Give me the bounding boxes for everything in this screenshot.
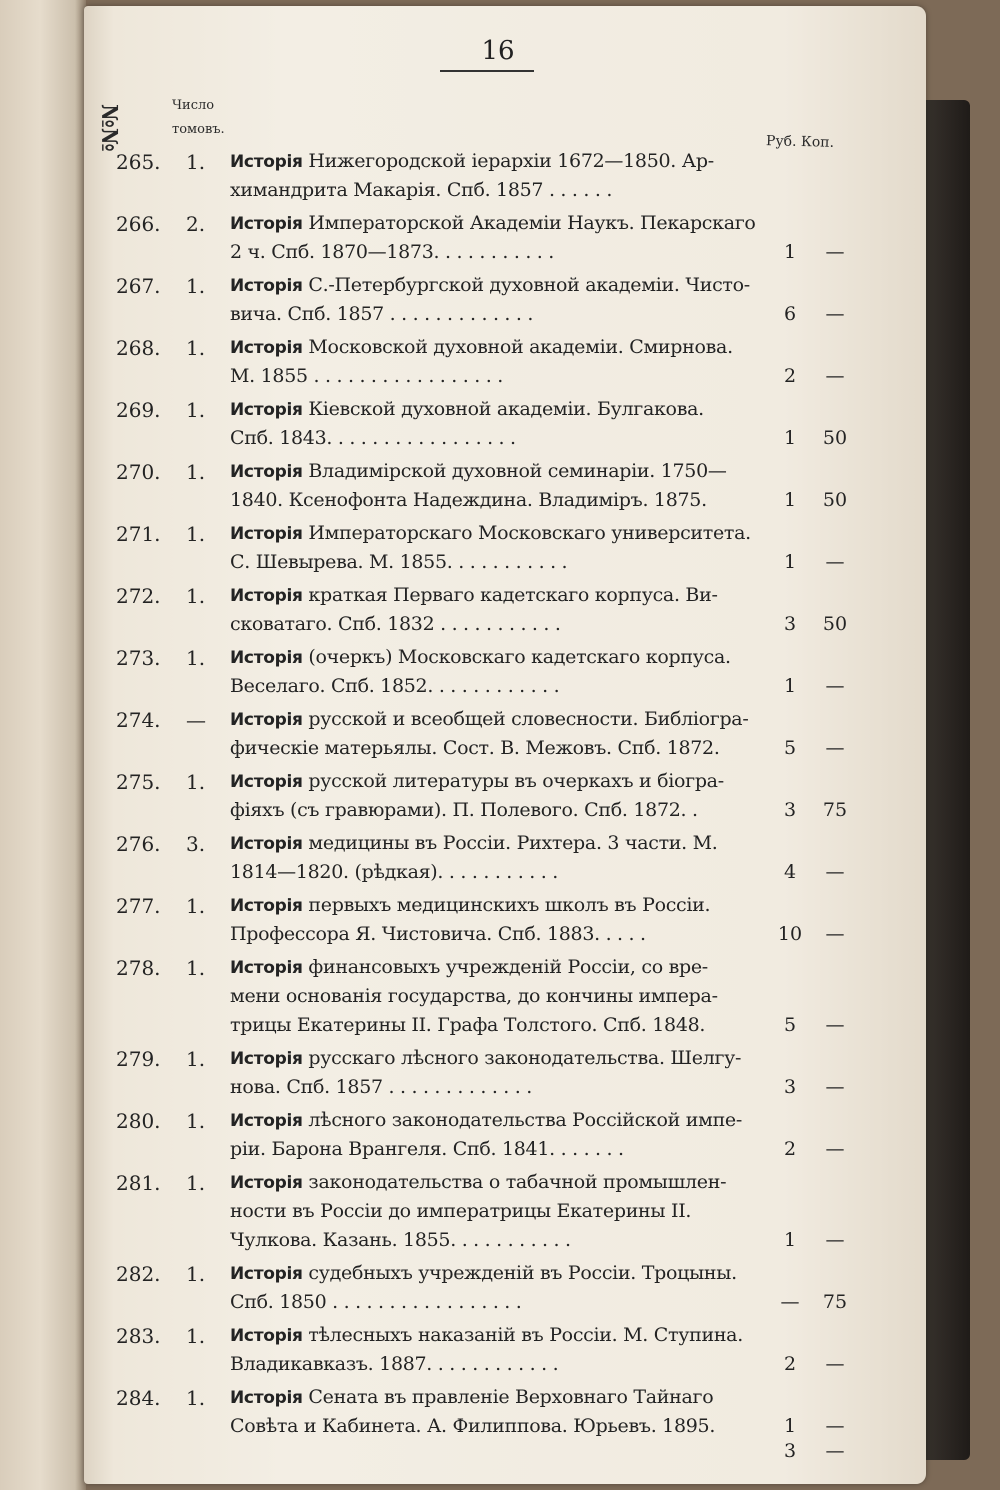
entry-price-kopecks: — xyxy=(825,737,845,759)
catalog-entry xyxy=(0,832,1000,890)
entry-text-line xyxy=(230,1014,760,1036)
entry-text-line xyxy=(230,646,760,668)
entry-number: 267. xyxy=(116,274,161,298)
entry-keyword: Исторія xyxy=(230,896,303,916)
entry-title: законодательства о табачной промышлен- xyxy=(302,1171,727,1193)
catalog-entry xyxy=(0,1171,1000,1258)
entry-number: 270. xyxy=(116,460,161,484)
entry-volumes: 1. xyxy=(186,646,206,670)
entry-text-line xyxy=(230,985,760,1007)
entry-title: судебныхъ учрежденій въ Россіи. Троцыны. xyxy=(302,1262,737,1284)
entry-title: финансовыхъ учрежденій Россіи, со вре- xyxy=(302,956,708,978)
entry-price-rubles: 1 xyxy=(783,1229,797,1251)
entry-number: 268. xyxy=(116,336,161,360)
entry-text-line xyxy=(230,427,760,449)
entry-keyword: Исторія xyxy=(230,1111,303,1131)
entry-price-kopecks: — xyxy=(825,923,845,945)
entry-continuation: Совѣта и Кабинета. А. Филиппова. Юрьевъ. 1895. xyxy=(230,1415,716,1437)
entry-number: 274. xyxy=(116,708,161,732)
entry-text-line xyxy=(230,956,760,978)
entry-continuation: нова. Спб. 1857 . . . . . . . . . . . . . xyxy=(230,1076,533,1098)
trailing-price-rubles: 3 xyxy=(783,1440,797,1462)
entry-number: 273. xyxy=(116,646,161,670)
entry-title: первыхъ медицинскихъ школъ въ Россіи. xyxy=(302,894,711,916)
entry-text-line xyxy=(230,274,760,296)
entry-number: 278. xyxy=(116,956,161,980)
entry-title: русской литературы въ очеркахъ и біогра- xyxy=(302,770,724,792)
entry-keyword: Исторія xyxy=(230,586,303,606)
catalog-entry xyxy=(0,212,1000,270)
entry-price-kopecks: — xyxy=(825,675,845,697)
entry-continuation: Профессора Я. Чистовича. Спб. 1883. . . . . xyxy=(230,923,646,945)
entry-text-line xyxy=(230,241,760,263)
entry-keyword: Исторія xyxy=(230,1173,303,1193)
entry-text-line xyxy=(230,1386,760,1408)
entry-text-line xyxy=(230,1200,760,1222)
entry-price-kopecks: — xyxy=(825,861,845,883)
entry-continuation: 1840. Ксенофонта Надеждина. Владиміръ. 1875. xyxy=(230,489,707,511)
entry-title: медицины въ Россіи. Рихтера. 3 части. М. xyxy=(302,832,718,854)
entry-text-line xyxy=(230,150,760,172)
entry-title: Императорскаго Московскаго университета. xyxy=(302,522,751,544)
catalog-entry xyxy=(0,1386,1000,1444)
entry-keyword: Исторія xyxy=(230,1326,303,1346)
entry-volumes: 1. xyxy=(186,274,206,298)
entry-number: 280. xyxy=(116,1109,161,1133)
entry-text-line xyxy=(230,551,760,573)
entry-number: 269. xyxy=(116,398,161,422)
entry-text-line xyxy=(230,613,760,635)
entry-continuation: Владикавказъ. 1887. . . . . . . . . . . . xyxy=(230,1353,559,1375)
entry-keyword: Исторія xyxy=(230,276,303,296)
entry-title: (очеркъ) Московскаго кадетскаго корпуса. xyxy=(302,646,731,668)
entry-keyword: Исторія xyxy=(230,338,303,358)
entry-number: 284. xyxy=(116,1386,161,1410)
entry-number: 282. xyxy=(116,1262,161,1286)
entry-continuation: Спб. 1850 . . . . . . . . . . . . . . . . . xyxy=(230,1291,522,1313)
entry-price-rubles: 3 xyxy=(783,613,797,635)
entry-text-line xyxy=(230,1171,760,1193)
entry-price-kopecks: — xyxy=(825,365,845,387)
entry-keyword: Исторія xyxy=(230,648,303,668)
entry-keyword: Исторія xyxy=(230,1388,303,1408)
entry-volumes: 1. xyxy=(186,336,206,360)
entry-volumes: 1. xyxy=(186,1047,206,1071)
entry-price-rubles: 4 xyxy=(783,861,797,883)
entry-keyword: Исторія xyxy=(230,710,303,730)
entry-text-line xyxy=(230,832,760,854)
entry-title: Императорской Академіи Наукъ. Пекарскаго xyxy=(302,212,756,234)
header-number-label: №№ xyxy=(96,104,122,152)
entry-text-line xyxy=(230,1353,760,1375)
entry-price-kopecks: — xyxy=(825,1138,845,1160)
entry-text-line xyxy=(230,799,760,821)
catalog-entry xyxy=(0,336,1000,394)
entry-keyword: Исторія xyxy=(230,152,303,172)
catalog-entry xyxy=(0,646,1000,704)
catalog-entry xyxy=(0,584,1000,642)
entry-price-rubles: 1 xyxy=(783,427,797,449)
catalog-entry xyxy=(0,1109,1000,1167)
entry-text-line xyxy=(230,1415,760,1437)
entry-volumes: — xyxy=(186,708,206,732)
entry-price-rubles: — xyxy=(780,1291,800,1313)
entry-volumes: 1. xyxy=(186,1386,206,1410)
entry-keyword: Исторія xyxy=(230,772,303,792)
entry-keyword: Исторія xyxy=(230,462,303,482)
catalog-entry xyxy=(0,1047,1000,1105)
entry-number: 276. xyxy=(116,832,161,856)
entry-continuation: М. 1855 . . . . . . . . . . . . . . . . . xyxy=(230,365,503,387)
entry-number: 283. xyxy=(116,1324,161,1348)
entry-title: Сената въ правленіе Верховнаго Тайнаго xyxy=(302,1386,714,1408)
entry-volumes: 1. xyxy=(186,894,206,918)
entry-keyword: Исторія xyxy=(230,524,303,544)
catalog-entry xyxy=(0,1262,1000,1320)
entry-price-rubles: 1 xyxy=(783,241,797,263)
entry-title: Кіевской духовной академіи. Булгакова. xyxy=(302,398,704,420)
entry-price-rubles: 2 xyxy=(783,1138,797,1160)
entry-number: 272. xyxy=(116,584,161,608)
entry-text-line xyxy=(230,179,760,201)
entry-volumes: 1. xyxy=(186,1324,206,1348)
entry-text-line xyxy=(230,1047,760,1069)
entry-title: Нижегородской іерархіи 1672—1850. Ар- xyxy=(302,150,714,172)
entry-price-rubles: 6 xyxy=(783,303,797,325)
entry-text-line xyxy=(230,1229,760,1251)
catalog-entry xyxy=(0,398,1000,456)
entry-volumes: 1. xyxy=(186,1109,206,1133)
entry-text-line xyxy=(230,737,760,759)
entry-price-kopecks: 50 xyxy=(822,489,848,511)
entry-keyword: Исторія xyxy=(230,958,303,978)
entry-text-line xyxy=(230,303,760,325)
entry-volumes: 1. xyxy=(186,150,206,174)
entry-title: русской и всеобщей словесности. Библіогра- xyxy=(302,708,749,730)
entry-number: 265. xyxy=(116,150,161,174)
catalog-entry xyxy=(0,708,1000,766)
header-volumes-label: Число xyxy=(172,98,215,113)
entry-continuation: химандрита Макарія. Спб. 1857 . . . . . . xyxy=(230,179,613,201)
catalog-entry xyxy=(0,522,1000,580)
entry-text-line xyxy=(230,398,760,420)
entry-volumes: 1. xyxy=(186,1171,206,1195)
entry-text-line xyxy=(230,894,760,916)
entry-price-kopecks: — xyxy=(825,241,845,263)
catalog-entry xyxy=(0,894,1000,952)
entry-number: 281. xyxy=(116,1171,161,1195)
entry-title: С.-Петербургской духовной академіи. Чисто- xyxy=(302,274,750,296)
entry-volumes: 3. xyxy=(186,832,206,856)
catalog-entry xyxy=(0,460,1000,518)
entry-number: 275. xyxy=(116,770,161,794)
entry-volumes: 1. xyxy=(186,522,206,546)
catalog-entry xyxy=(0,956,1000,1043)
entry-price-kopecks: — xyxy=(825,1353,845,1375)
entry-title: краткая Перваго кадетскаго корпуса. Ви- xyxy=(302,584,718,606)
trailing-price-kopecks: — xyxy=(825,1440,845,1462)
entry-volumes: 1. xyxy=(186,460,206,484)
entry-continuation: ности въ Россіи до императрицы Екатерины II. xyxy=(230,1200,692,1222)
entry-continuation: 2 ч. Спб. 1870—1873. . . . . . . . . . . xyxy=(230,241,555,263)
entry-volumes: 1. xyxy=(186,584,206,608)
entry-text-line xyxy=(230,212,760,234)
entry-number: 279. xyxy=(116,1047,161,1071)
catalog-entry xyxy=(0,150,1000,208)
entry-text-line xyxy=(230,522,760,544)
entry-text-line xyxy=(230,1138,760,1160)
entry-text-line xyxy=(230,1324,760,1346)
entry-continuation: сковатаго. Спб. 1832 . . . . . . . . . . . xyxy=(230,613,561,635)
entry-continuation: 1814—1820. (рѣдкая). . . . . . . . . . . xyxy=(230,861,558,883)
header-price-label: Руб. Коп. xyxy=(765,133,835,151)
entry-text-line xyxy=(230,675,760,697)
entry-keyword: Исторія xyxy=(230,1049,303,1069)
entry-text-line xyxy=(230,1076,760,1098)
entry-price-kopecks: — xyxy=(825,1229,845,1251)
entry-price-rubles: 1 xyxy=(783,1415,797,1437)
entry-continuation: трицы Екатерины II. Графа Толстого. Спб. 1848. xyxy=(230,1014,706,1036)
entry-keyword: Исторія xyxy=(230,834,303,854)
entry-text-line xyxy=(230,336,760,358)
entry-keyword: Исторія xyxy=(230,400,303,420)
entry-volumes: 1. xyxy=(186,770,206,794)
entry-text-line xyxy=(230,861,760,883)
entry-text-line xyxy=(230,770,760,792)
entry-volumes: 1. xyxy=(186,398,206,422)
entry-continuation: Чулкова. Казань. 1855. . . . . . . . . . . xyxy=(230,1229,571,1251)
header-volumes-label-2: томовъ. xyxy=(172,122,225,137)
entry-price-kopecks: 75 xyxy=(822,1291,848,1313)
entry-continuation: С. Шевырева. М. 1855. . . . . . . . . . . xyxy=(230,551,568,573)
entry-price-rubles: 2 xyxy=(783,365,797,387)
entry-text-line xyxy=(230,460,760,482)
entry-title: тѣлесныхъ наказаній въ Россіи. М. Ступина. xyxy=(302,1324,743,1346)
entry-number: 271. xyxy=(116,522,161,546)
entry-price-kopecks: — xyxy=(825,1014,845,1036)
entry-continuation: мени основанія государства, до кончины импера- xyxy=(230,985,718,1007)
entry-text-line xyxy=(230,584,760,606)
entry-text-line xyxy=(230,1109,760,1131)
entry-price-rubles: 1 xyxy=(783,675,797,697)
entry-volumes: 1. xyxy=(186,1262,206,1286)
entry-price-kopecks: 50 xyxy=(822,613,848,635)
entry-text-line xyxy=(230,708,760,730)
entry-price-rubles: 5 xyxy=(783,1014,797,1036)
catalog-entry xyxy=(0,274,1000,332)
entry-price-rubles: 5 xyxy=(783,737,797,759)
entry-price-kopecks: 75 xyxy=(822,799,848,821)
entry-title: русскаго лѣсного законодательства. Шелгу- xyxy=(302,1047,742,1069)
entry-price-kopecks: — xyxy=(825,303,845,325)
entry-price-kopecks: — xyxy=(825,1415,845,1437)
entry-number: 277. xyxy=(116,894,161,918)
entry-title: лѣсного законодательства Россійской импе- xyxy=(302,1109,742,1131)
entry-price-kopecks: — xyxy=(825,1076,845,1098)
entry-continuation: ріи. Барона Врангеля. Спб. 1841. . . . . . . xyxy=(230,1138,624,1160)
trailing-price xyxy=(0,1440,1000,1468)
page-number: 16 xyxy=(481,36,515,66)
entry-continuation: фіяхъ (съ гравюрами). П. Полевого. Спб. 1872. . xyxy=(230,799,698,821)
entry-text-line xyxy=(230,1262,760,1284)
entry-keyword: Исторія xyxy=(230,1264,303,1284)
entry-text-line xyxy=(230,489,760,511)
entry-volumes: 1. xyxy=(186,956,206,980)
catalog-entry xyxy=(0,770,1000,828)
entry-price-rubles: 1 xyxy=(783,489,797,511)
entry-price-rubles: 2 xyxy=(783,1353,797,1375)
entry-title: Владимірской духовной семинаріи. 1750— xyxy=(302,460,727,482)
entry-number: 266. xyxy=(116,212,161,236)
entry-continuation: вича. Спб. 1857 . . . . . . . . . . . . . xyxy=(230,303,534,325)
entry-price-rubles: 3 xyxy=(783,799,797,821)
entry-continuation: Веселаго. Спб. 1852. . . . . . . . . . . . xyxy=(230,675,560,697)
entry-continuation: фическіе матерьялы. Сост. В. Межовъ. Спб. 1872. xyxy=(230,737,720,759)
entry-price-rubles: 10 xyxy=(777,923,803,945)
entry-title: Московской духовной академіи. Смирнова. xyxy=(302,336,733,358)
entry-text-line xyxy=(230,365,760,387)
entry-keyword: Исторія xyxy=(230,214,303,234)
entry-text-line xyxy=(230,1291,760,1313)
catalog-entry xyxy=(0,1324,1000,1382)
entry-price-rubles: 1 xyxy=(783,551,797,573)
entry-continuation: Спб. 1843. . . . . . . . . . . . . . . . . xyxy=(230,427,516,449)
entry-price-rubles: 3 xyxy=(783,1076,797,1098)
entry-volumes: 2. xyxy=(186,212,206,236)
entry-text-line xyxy=(230,923,760,945)
entry-price-kopecks: — xyxy=(825,551,845,573)
entry-price-kopecks: 50 xyxy=(822,427,848,449)
